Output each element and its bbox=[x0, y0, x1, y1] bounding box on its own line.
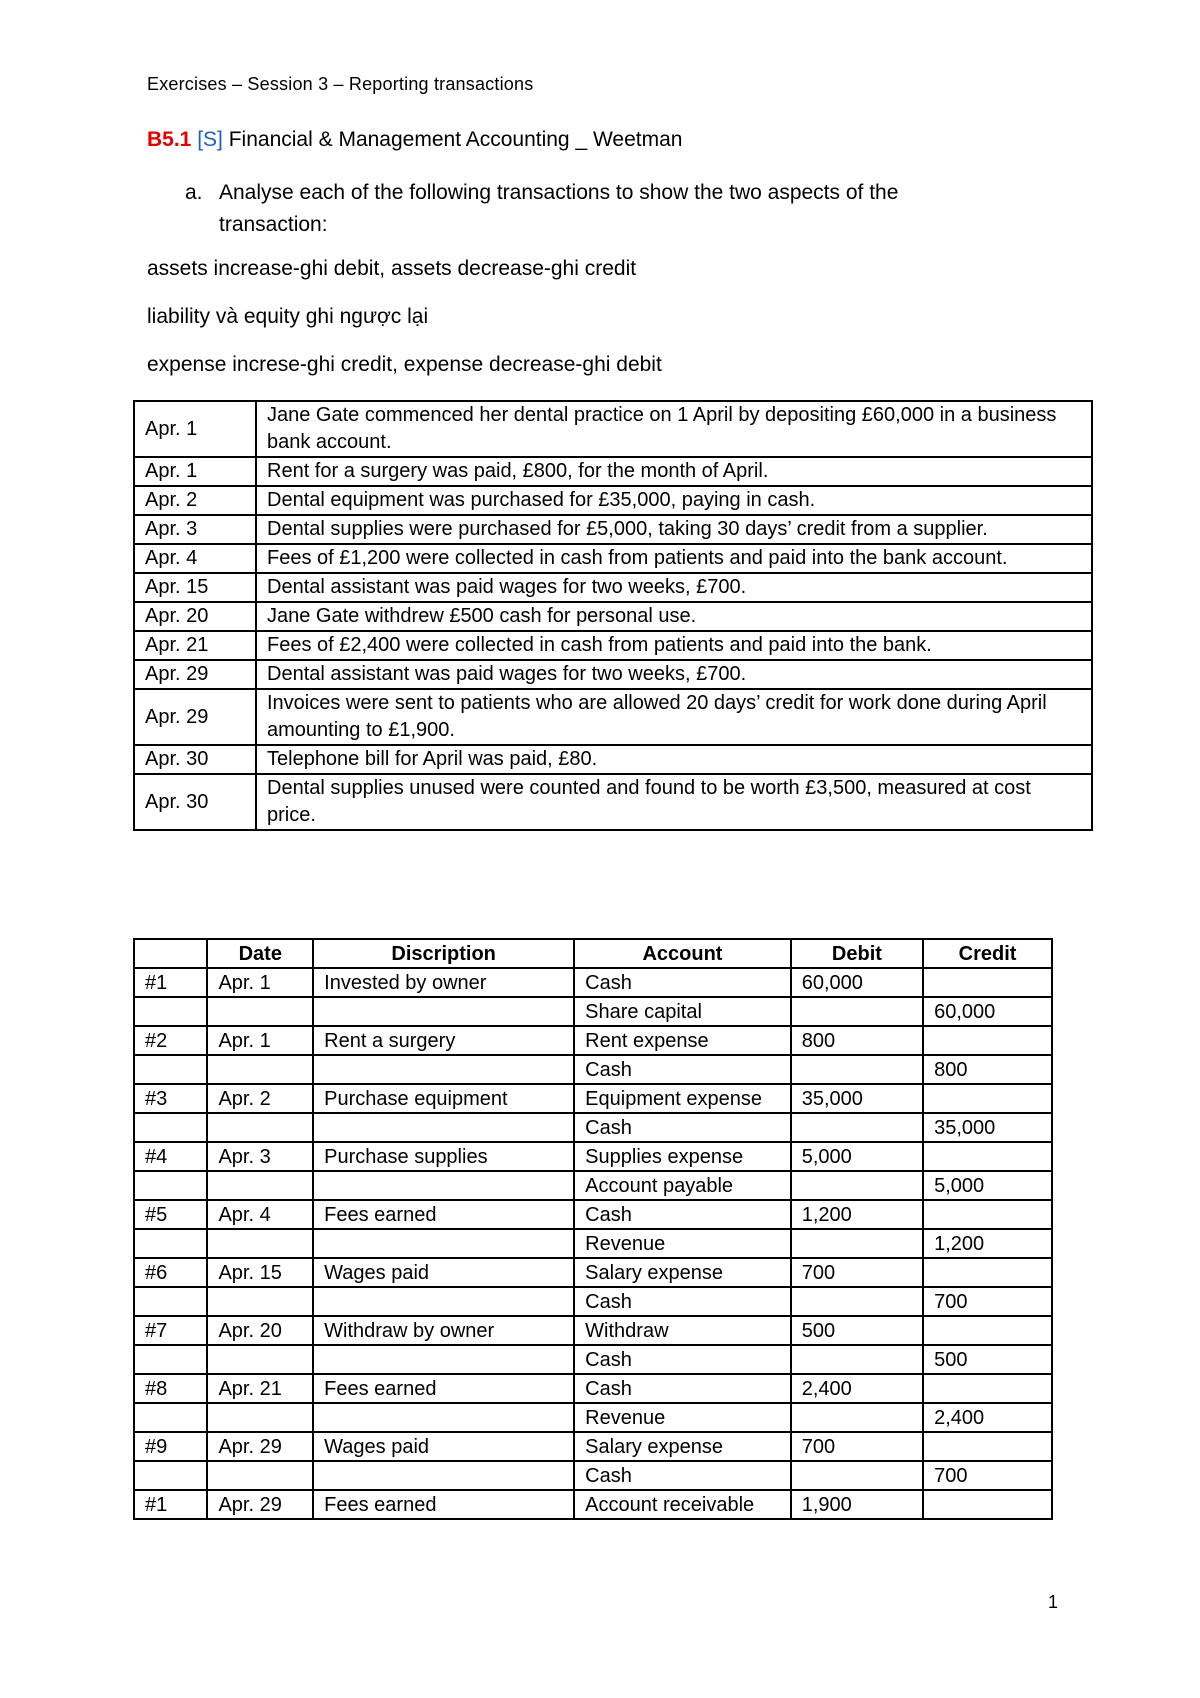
entry-account: Revenue bbox=[574, 1403, 791, 1432]
journal-row bbox=[134, 1287, 1052, 1316]
entry-credit: 800 bbox=[923, 1055, 1052, 1084]
instruction-marker: a. bbox=[185, 181, 203, 204]
entry-account: Cash bbox=[574, 968, 791, 997]
entry-debit: 500 bbox=[791, 1316, 923, 1345]
entry-account: Withdraw bbox=[574, 1316, 791, 1345]
entry-date: Apr. 4 bbox=[207, 1200, 313, 1229]
entry-description bbox=[313, 1229, 574, 1258]
entry-account: Cash bbox=[574, 1345, 791, 1374]
exercise-title bbox=[147, 128, 682, 152]
journal-table bbox=[133, 938, 1053, 1520]
transaction-text: Dental assistant was paid wages for two weeks, £700. bbox=[256, 573, 1092, 602]
journal-row bbox=[134, 968, 1052, 997]
entry-number bbox=[134, 1287, 207, 1316]
journal-header-account: Account bbox=[574, 939, 791, 968]
entry-credit bbox=[923, 1200, 1052, 1229]
journal-row bbox=[134, 1084, 1052, 1113]
journal-row bbox=[134, 1403, 1052, 1432]
journal-row bbox=[134, 1142, 1052, 1171]
transaction-date: Apr. 29 bbox=[134, 689, 256, 745]
entry-debit bbox=[791, 1345, 923, 1374]
entry-number bbox=[134, 1229, 207, 1258]
entry-description: Purchase equipment bbox=[313, 1084, 574, 1113]
entry-debit bbox=[791, 1229, 923, 1258]
entry-description: Wages paid bbox=[313, 1258, 574, 1287]
entry-number bbox=[134, 997, 207, 1026]
transaction-date: Apr. 21 bbox=[134, 631, 256, 660]
entry-account: Share capital bbox=[574, 997, 791, 1026]
entry-credit bbox=[923, 1316, 1052, 1345]
entry-number: #2 bbox=[134, 1026, 207, 1055]
entry-credit bbox=[923, 1026, 1052, 1055]
entry-debit: 800 bbox=[791, 1026, 923, 1055]
entry-date: Apr. 21 bbox=[207, 1374, 313, 1403]
entry-credit bbox=[923, 1374, 1052, 1403]
entry-account: Account receivable bbox=[574, 1490, 791, 1519]
entry-description bbox=[313, 1345, 574, 1374]
entry-date bbox=[207, 1461, 313, 1490]
entry-credit bbox=[923, 1142, 1052, 1171]
entry-date: Apr. 15 bbox=[207, 1258, 313, 1287]
entry-date: Apr. 1 bbox=[207, 968, 313, 997]
entry-date bbox=[207, 1229, 313, 1258]
entry-account: Cash bbox=[574, 1374, 791, 1403]
entry-number: #8 bbox=[134, 1374, 207, 1403]
transaction-date: Apr. 1 bbox=[134, 401, 256, 457]
entry-credit: 500 bbox=[923, 1345, 1052, 1374]
entry-date bbox=[207, 1345, 313, 1374]
entry-debit bbox=[791, 1287, 923, 1316]
instruction-text: Analyse each of the following transactions to show the two aspects of the transaction: bbox=[219, 181, 899, 236]
journal-row bbox=[134, 1113, 1052, 1142]
transaction-row bbox=[134, 573, 1092, 602]
entry-debit: 1,900 bbox=[791, 1490, 923, 1519]
entry-date: Apr. 2 bbox=[207, 1084, 313, 1113]
transaction-date: Apr. 15 bbox=[134, 573, 256, 602]
entry-credit bbox=[923, 968, 1052, 997]
entry-description bbox=[313, 1171, 574, 1200]
entry-description: Wages paid bbox=[313, 1432, 574, 1461]
note-line: assets increase-ghi debit, assets decrease-ghi credit bbox=[147, 257, 637, 280]
entry-debit: 35,000 bbox=[791, 1084, 923, 1113]
journal-header-date: Date bbox=[207, 939, 313, 968]
entry-date: Apr. 20 bbox=[207, 1316, 313, 1345]
entry-debit bbox=[791, 1403, 923, 1432]
journal-row bbox=[134, 1316, 1052, 1345]
entry-date: Apr. 29 bbox=[207, 1432, 313, 1461]
entry-description: Rent a surgery bbox=[313, 1026, 574, 1055]
entry-date: Apr. 3 bbox=[207, 1142, 313, 1171]
entry-account: Account payable bbox=[574, 1171, 791, 1200]
journal-row bbox=[134, 1432, 1052, 1461]
entry-account: Cash bbox=[574, 1287, 791, 1316]
entry-date bbox=[207, 1171, 313, 1200]
entry-date bbox=[207, 1287, 313, 1316]
entry-description bbox=[313, 1403, 574, 1432]
entry-description: Invested by owner bbox=[313, 968, 574, 997]
entry-credit bbox=[923, 1432, 1052, 1461]
entry-account: Salary expense bbox=[574, 1258, 791, 1287]
entry-description bbox=[313, 997, 574, 1026]
transaction-text: Dental supplies unused were counted and found to be worth £3,500, measured at cost price. bbox=[256, 774, 1092, 830]
entry-number: #3 bbox=[134, 1084, 207, 1113]
entry-debit: 2,400 bbox=[791, 1374, 923, 1403]
transaction-date: Apr. 4 bbox=[134, 544, 256, 573]
entry-number: #4 bbox=[134, 1142, 207, 1171]
transaction-row bbox=[134, 544, 1092, 573]
entry-description bbox=[313, 1055, 574, 1084]
entry-number: #9 bbox=[134, 1432, 207, 1461]
entry-credit: 2,400 bbox=[923, 1403, 1052, 1432]
entry-credit bbox=[923, 1490, 1052, 1519]
journal-row bbox=[134, 1200, 1052, 1229]
journal-row bbox=[134, 1374, 1052, 1403]
transaction-text: Fees of £1,200 were collected in cash from patients and paid into the bank account. bbox=[256, 544, 1092, 573]
transaction-text: Rent for a surgery was paid, £800, for the month of April. bbox=[256, 457, 1092, 486]
entry-account: Salary expense bbox=[574, 1432, 791, 1461]
entry-description: Purchase supplies bbox=[313, 1142, 574, 1171]
entry-account: Cash bbox=[574, 1200, 791, 1229]
entry-credit: 5,000 bbox=[923, 1171, 1052, 1200]
entry-debit: 60,000 bbox=[791, 968, 923, 997]
transaction-date: Apr. 30 bbox=[134, 745, 256, 774]
entry-account: Supplies expense bbox=[574, 1142, 791, 1171]
entry-description: Fees earned bbox=[313, 1200, 574, 1229]
exercise-book-title: Financial & Management Accounting _ Weetman bbox=[228, 128, 683, 151]
entry-date: Apr. 29 bbox=[207, 1490, 313, 1519]
journal-row bbox=[134, 1490, 1052, 1519]
page-number: 1 bbox=[1048, 1592, 1059, 1612]
entry-date bbox=[207, 1403, 313, 1432]
transaction-row bbox=[134, 774, 1092, 830]
transaction-text: Dental supplies were purchased for £5,000, taking 30 days’ credit from a supplier. bbox=[256, 515, 1092, 544]
transaction-row bbox=[134, 602, 1092, 631]
note-line: liability và equity ghi ngược lại bbox=[147, 305, 429, 328]
entry-credit bbox=[923, 1258, 1052, 1287]
transaction-row bbox=[134, 401, 1092, 457]
entry-description bbox=[313, 1461, 574, 1490]
entry-description bbox=[313, 1287, 574, 1316]
transaction-date: Apr. 20 bbox=[134, 602, 256, 631]
entry-account: Rent expense bbox=[574, 1026, 791, 1055]
entry-debit bbox=[791, 1055, 923, 1084]
entry-number: #7 bbox=[134, 1316, 207, 1345]
entry-number bbox=[134, 1345, 207, 1374]
transaction-row bbox=[134, 689, 1092, 745]
transaction-text: Jane Gate commenced her dental practice on 1 April by depositing £60,000 in a business bank account. bbox=[256, 401, 1092, 457]
journal-header-credit: Credit bbox=[923, 939, 1052, 968]
entry-credit: 700 bbox=[923, 1287, 1052, 1316]
entry-number bbox=[134, 1171, 207, 1200]
entry-description bbox=[313, 1113, 574, 1142]
entry-date: Apr. 1 bbox=[207, 1026, 313, 1055]
transaction-text: Jane Gate withdrew £500 cash for personal use. bbox=[256, 602, 1092, 631]
transaction-date: Apr. 30 bbox=[134, 774, 256, 830]
entry-description: Fees earned bbox=[313, 1374, 574, 1403]
entry-account: Cash bbox=[574, 1113, 791, 1142]
entry-number bbox=[134, 1403, 207, 1432]
entry-date bbox=[207, 1113, 313, 1142]
transaction-text: Dental assistant was paid wages for two weeks, £700. bbox=[256, 660, 1092, 689]
entry-date bbox=[207, 997, 313, 1026]
entry-credit: 1,200 bbox=[923, 1229, 1052, 1258]
page-header: Exercises – Session 3 – Reporting transactions bbox=[147, 74, 534, 94]
entry-number: #5 bbox=[134, 1200, 207, 1229]
entry-account: Equipment expense bbox=[574, 1084, 791, 1113]
transaction-date: Apr. 29 bbox=[134, 660, 256, 689]
entry-number: #1 bbox=[134, 968, 207, 997]
journal-header-description: Discription bbox=[313, 939, 574, 968]
entry-credit: 35,000 bbox=[923, 1113, 1052, 1142]
journal-row bbox=[134, 997, 1052, 1026]
entry-credit bbox=[923, 1084, 1052, 1113]
entry-debit bbox=[791, 1461, 923, 1490]
journal-row bbox=[134, 1258, 1052, 1287]
journal-header-number bbox=[134, 939, 207, 968]
note-line: expense increse-ghi credit, expense decrease-ghi debit bbox=[147, 353, 662, 376]
journal-row bbox=[134, 1171, 1052, 1200]
journal-row bbox=[134, 1229, 1052, 1258]
journal-row bbox=[134, 1026, 1052, 1055]
entry-debit: 5,000 bbox=[791, 1142, 923, 1171]
entry-debit: 700 bbox=[791, 1258, 923, 1287]
entry-debit bbox=[791, 1171, 923, 1200]
journal-row bbox=[134, 1461, 1052, 1490]
transaction-row bbox=[134, 457, 1092, 486]
transaction-date: Apr. 3 bbox=[134, 515, 256, 544]
entry-number: #1 bbox=[134, 1490, 207, 1519]
transaction-text: Dental equipment was purchased for £35,000, paying in cash. bbox=[256, 486, 1092, 515]
entry-credit: 700 bbox=[923, 1461, 1052, 1490]
entry-credit: 60,000 bbox=[923, 997, 1052, 1026]
entry-debit bbox=[791, 997, 923, 1026]
entry-date bbox=[207, 1055, 313, 1084]
transaction-row bbox=[134, 631, 1092, 660]
entry-number bbox=[134, 1113, 207, 1142]
entry-description: Fees earned bbox=[313, 1490, 574, 1519]
entry-number: #6 bbox=[134, 1258, 207, 1287]
transaction-text: Fees of £2,400 were collected in cash from patients and paid into the bank. bbox=[256, 631, 1092, 660]
entry-number bbox=[134, 1055, 207, 1084]
transaction-date: Apr. 2 bbox=[134, 486, 256, 515]
transaction-text: Invoices were sent to patients who are allowed 20 days’ credit for work done during April amounting to £1,900. bbox=[256, 689, 1092, 745]
entry-description: Withdraw by owner bbox=[313, 1316, 574, 1345]
transaction-text: Telephone bill for April was paid, £80. bbox=[256, 745, 1092, 774]
entry-number bbox=[134, 1461, 207, 1490]
entry-debit: 700 bbox=[791, 1432, 923, 1461]
journal-header-debit: Debit bbox=[791, 939, 923, 968]
transaction-date: Apr. 1 bbox=[134, 457, 256, 486]
entry-account: Cash bbox=[574, 1055, 791, 1084]
entry-account: Revenue bbox=[574, 1229, 791, 1258]
journal-row bbox=[134, 1345, 1052, 1374]
transaction-row bbox=[134, 745, 1092, 774]
exercise-code: B5.1 bbox=[147, 128, 192, 151]
entry-debit bbox=[791, 1113, 923, 1142]
transaction-row bbox=[134, 486, 1092, 515]
transactions-table bbox=[133, 400, 1093, 831]
entry-debit: 1,200 bbox=[791, 1200, 923, 1229]
exercise-tag: [S] bbox=[197, 128, 223, 151]
transaction-row bbox=[134, 515, 1092, 544]
transaction-row bbox=[134, 660, 1092, 689]
entry-account: Cash bbox=[574, 1461, 791, 1490]
journal-row bbox=[134, 1055, 1052, 1084]
